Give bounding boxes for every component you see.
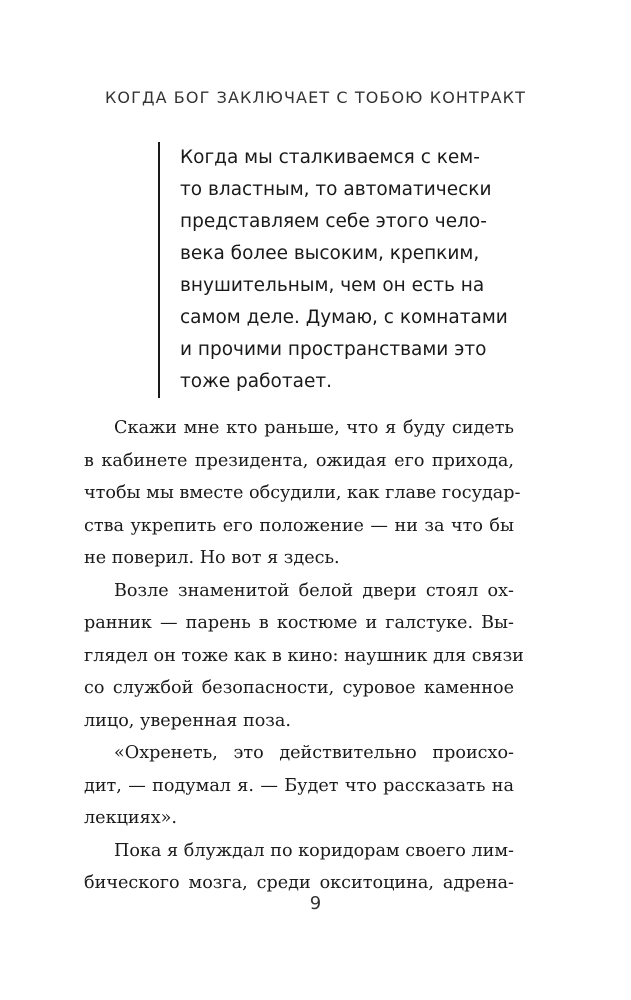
paragraph-line: глядел он тоже как в кино: наушник для связи bbox=[84, 645, 524, 666]
paragraph-line: не поверил. Но вот я здесь. bbox=[84, 548, 340, 568]
body-text bbox=[84, 412, 524, 900]
paragraph-line: Скажи мне кто раньше, что я буду сидеть bbox=[114, 418, 514, 438]
paragraph-line: лекциях». bbox=[84, 808, 178, 828]
paragraph-line: «Охренеть, это действительно происхо- bbox=[114, 743, 514, 763]
paragraph-line: дит, — подумал я. — Будет что рассказать на bbox=[84, 775, 514, 796]
running-head: КОГДА БОГ ЗАКЛЮЧАЕТ С ТОБОЮ КОНТРАКТ bbox=[104, 88, 527, 107]
paragraph-line: чтобы мы вместе обсудили, как главе государ- bbox=[84, 483, 521, 503]
pullquote-line: и прочими пространствами это bbox=[180, 339, 487, 360]
pullquote-line: представляем себе этого чело- bbox=[180, 211, 487, 232]
pullquote-line: тоже работает. bbox=[180, 371, 332, 392]
paragraph-line: в кабинете президента, ожидая его прихода, bbox=[84, 450, 514, 471]
paragraph-line: ства укрепить его положение — ни за что бы bbox=[84, 515, 514, 536]
paragraph-line: лицо, уверенная поза. bbox=[84, 710, 291, 731]
paragraph-line: со службой безопасности, суровое каменное bbox=[84, 678, 514, 698]
pullquote-line: то властным, то автоматически bbox=[180, 179, 492, 200]
paragraph bbox=[84, 737, 514, 835]
paragraph bbox=[84, 575, 524, 738]
paragraph-line: бического мозга, среди окситоцина, адрена- bbox=[84, 873, 514, 893]
page-number: 9 bbox=[309, 893, 322, 914]
pullquote-line: века более высоким, крепким, bbox=[180, 243, 480, 264]
pullquote-line: внушительным, чем он есть на bbox=[180, 275, 485, 296]
paragraph-line: Возле знаменитой белой двери стоял ох- bbox=[114, 580, 514, 601]
paragraph-line: Пока я блуждал по коридорам своего лим- bbox=[114, 840, 514, 861]
paragraph bbox=[84, 412, 521, 575]
pullquote-line: самом деле. Думаю, с комнатами bbox=[180, 307, 508, 328]
paragraph bbox=[84, 835, 514, 900]
pullquote-line: Когда мы сталкиваемся с кем- bbox=[180, 147, 480, 168]
paragraph-line: ранник — парень в костюме и галстуке. Вы- bbox=[84, 613, 514, 633]
pullquote bbox=[158, 142, 528, 398]
